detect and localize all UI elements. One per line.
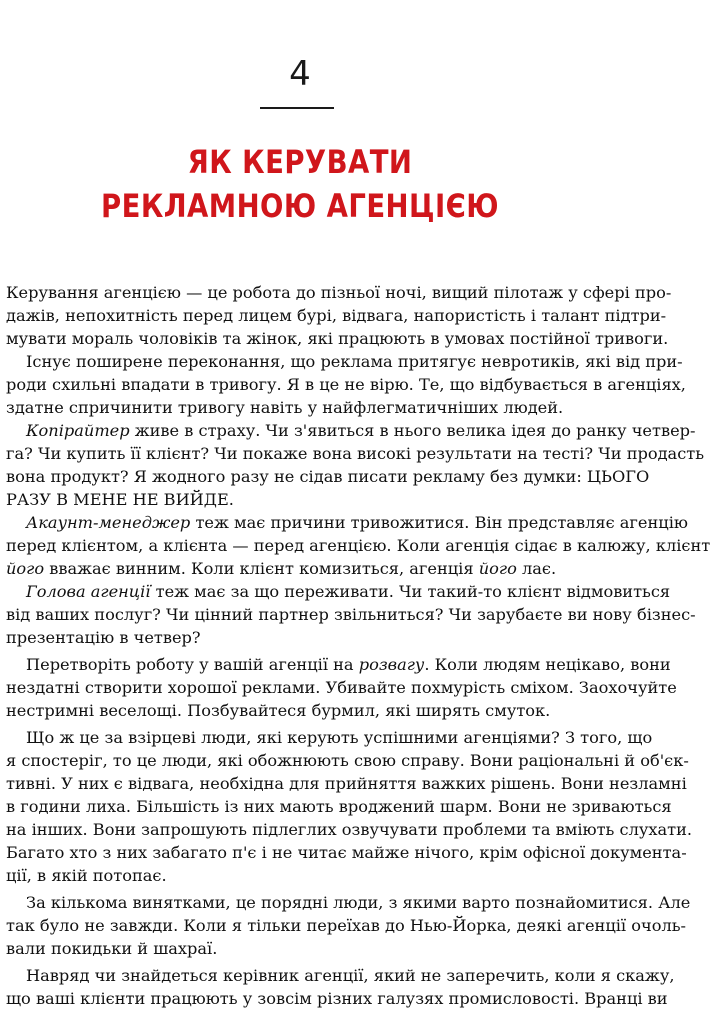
text-line: нездатні створити хорошої реклами. Убивайте похмурість сміхом. Заохочуйте [6,678,677,697]
text-line: здатне спричинити тривогу навіть у найфлегматичніших людей. [6,398,564,417]
text-line: га? Чи купить її клієнт? Чи покаже вона високі результати на тесті? Чи продасть [6,444,705,463]
text-line [6,511,688,534]
text-line: що ваші клієнти працюють у зовсім різних галузях промисловості. Вранці ви [6,989,668,1008]
paragraph [6,580,696,649]
paragraph [6,891,691,960]
text-line: його вважає винним. Коли клієнт комизиться, агенція його лає. [6,559,557,578]
text-line: нестримні веселощі. Позбувайтеся бурмил, які ширять смуток. [6,701,551,720]
text-line: перед клієнтом, а клієнта — перед агенцією. Коли агенція сідає в калюжу, клієнт [6,536,710,555]
paragraph [6,964,675,1010]
text-line: мувати мораль чоловіків та жінок, які працюють в умовах постійної тривоги. [6,329,669,348]
paragraph [6,653,677,722]
chapter-title-line: РЕКЛАМНОЮ АГЕНЦІЄЮ [101,187,499,225]
text-line: Що ж це за взірцеві люди, які керують успішними агенціями? З того, що [26,728,653,747]
text-fragment: теж має за що переживати. Чи такий-то клієнт відмовиться [150,582,671,601]
emphasis-word: розвагу [358,655,425,674]
text-line: на інших. Вони запрошують підлеглих озвучувати проблеми та вміють слухати. [6,820,693,839]
paragraph [6,511,710,580]
text-line: Існує поширене переконання, що реклама притягує невротиків, які від при- [26,352,683,371]
text-line: ції, в якій потопає. [6,866,167,885]
text-line: я спостеріг, то це люди, які обожнюють свою справу. Вони раціональні й об'єк- [6,751,689,770]
chapter-rule [260,107,334,109]
text-line: вали покидьки й шахраї. [6,939,218,958]
paragraph [6,726,693,887]
role-term: Акаунт-менеджер [26,513,191,532]
role-term: Голова агенції [26,582,151,601]
text-line: в години лиха. Більшість із них мають вроджений шарм. Вони не зриваються [6,797,672,816]
text-line: тивні. У них є відвага, необхідна для прийняття важких рішень. Вони незламні [6,774,687,793]
role-term: Копірайтер [26,421,130,440]
text-line: За кількома винятками, це порядні люди, з якими варто познайомитися. Але [26,893,691,912]
paragraph [6,281,672,350]
chapter-number: 4 [289,54,311,94]
text-line: Перетворіть роботу у вашій агенції на розвагу. Коли людям нецікаво, вони [26,655,671,674]
text-line: Багато хто з них забагато п'є і не читає майже нічого, крім офісної документа- [6,843,687,862]
text-line: роди схильні впадати в тривогу. Я в це не вірю. Те, що відбувається в агенціях, [6,375,686,394]
text-fragment: живе в страху. Чи з'явиться в нього велика ідея до ранку четвер- [129,421,696,440]
body-text [6,281,710,1010]
paragraph [6,419,705,511]
chapter-title [42,140,558,228]
text-line [6,580,671,603]
paragraph [6,350,686,419]
text-line: так було не завжди. Коли я тільки переїхав до Нью-Йорка, деякі агенції очоль- [6,916,687,935]
text-line: від ваших послуг? Чи цінний партнер звільниться? Чи зарубаєте ви нову бізнес- [6,605,696,624]
text-line: презентацію в четвер? [6,628,201,647]
chapter-title-line: ЯК КЕРУВАТИ [187,143,413,181]
text-line: дажів, непохитність перед лицем бурі, відвага, напористість і талант підтри- [6,306,667,325]
text-fragment: теж має причини тривожитися. Він представляє агенцію [190,513,688,532]
text-line: Навряд чи знайдеться керівник агенції, який не заперечить, коли я скажу, [26,966,675,985]
emphasis-word: його [6,559,45,578]
text-line [6,419,696,442]
text-line: вона продукт? Я жодного разу не сідав писати рекламу без думки: ЦЬОГО [6,467,650,486]
text-line: Керування агенцією — це робота до пізньої ночі, вищий пілотаж у сфері про- [6,283,672,302]
text-line: РАЗУ В МЕНЕ НЕ ВИЙДЕ. [6,490,234,509]
emphasis-word: його [478,559,517,578]
